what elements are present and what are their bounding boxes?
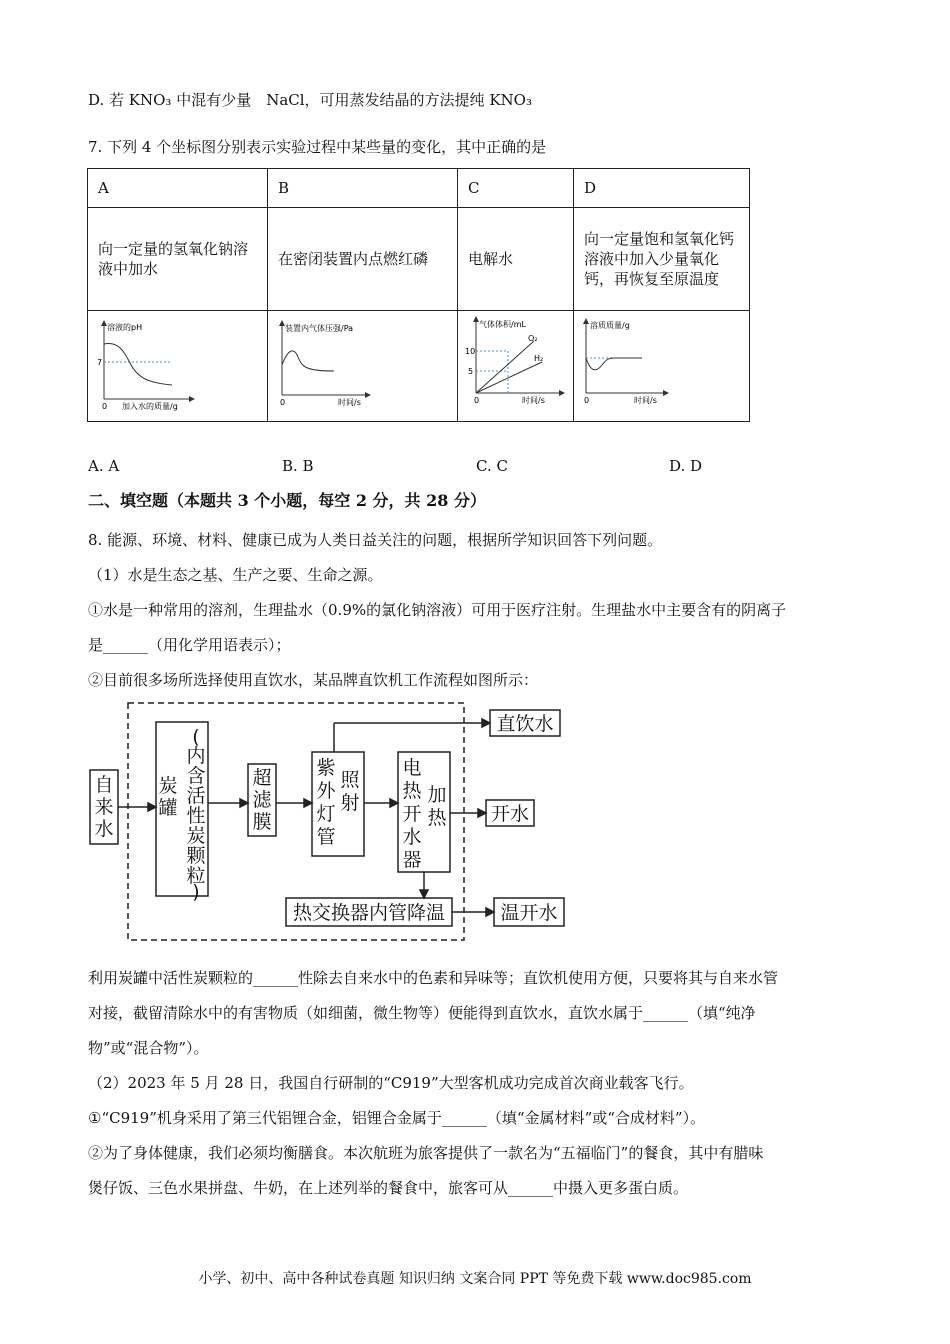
flow-uv-char: 管	[316, 826, 336, 848]
flow-uv-char: 灯	[316, 803, 336, 825]
q8-part2-a: ①“C919”机身采用了第三代铝锂合金，铝锂合金属于______（填“金属材料”或“合成材料”）。	[88, 1109, 706, 1127]
graph-c-o2-label: O₂	[528, 334, 538, 343]
flow-heat-exchanger: 热交换器内管降温	[292, 902, 446, 924]
q7-desc-b: 在密闭装置内点燃红磷	[268, 208, 458, 311]
flow-carbon-tank-char: 炭	[158, 775, 178, 797]
flow-uv-char: 射	[340, 792, 360, 814]
flow-carbon-tank-char: 罐	[158, 797, 178, 819]
q8-part1: （1）水是生态之基、生产之要、生命之源。	[88, 566, 383, 584]
q7-desc-d: 向一定量饱和氢氧化钙溶液中加入少量氧化钙，再恢复至原温度	[574, 208, 750, 311]
q7-option-a: A. A	[88, 457, 120, 475]
q7-graph-c-cell	[458, 311, 574, 422]
q8-part1-a-line2: 是______（用化学用语表示）；	[88, 636, 291, 654]
graph-c-h2-label: H₂	[534, 354, 544, 363]
graph-a-origin: 0	[102, 402, 108, 411]
q8-part1-b: ②目前很多场所选择使用直饮水，某品牌直饮机工作流程如图所示：	[88, 671, 539, 689]
graph-d-origin: 0	[584, 396, 590, 405]
flow-boiler-char: 热	[427, 807, 447, 829]
q8-part1-c-line1: 利用炭罐中活性炭颗粒的______性除去自来水中的色素和异味等；直饮机使用方便，只要将其与自来水管	[88, 969, 779, 987]
q7-desc-c: 电解水	[458, 208, 574, 311]
flow-carbon-char: )	[192, 881, 200, 903]
q7-table	[87, 168, 750, 422]
flow-tap-char: 自	[94, 774, 114, 796]
flow-carbon-char: 内	[186, 745, 206, 767]
flow-boiler-char: 水	[402, 826, 422, 848]
flow-uv-char: 照	[340, 769, 360, 791]
q7-graph-d-cell	[574, 311, 750, 422]
graph-c-tick-5: 5	[468, 367, 474, 376]
flow-boiler-char: 开	[402, 803, 422, 825]
flow-carbon-char: 活	[186, 785, 206, 807]
graph-c-ylabel: 气体体积/mL	[479, 320, 526, 329]
section-2-heading: 二、填空题（本题共 3 个小题，每空 2 分，共 28 分）	[88, 491, 486, 510]
flow-boiler-char: 加	[427, 784, 447, 806]
graph-d-xlabel: 时间/s	[634, 396, 657, 405]
q7-option-d: D. D	[669, 457, 703, 475]
q7-desc-a: 向一定量的氢氧化钠溶液中加水	[88, 208, 268, 311]
q7-graph-b	[268, 311, 456, 417]
flow-carbon-char: (	[192, 726, 200, 748]
q8-part2: （2）2023 年 5 月 28 日，我国自行研制的“C919”大型客机成功完成首次商业载客飞行。	[88, 1074, 694, 1092]
flow-carbon-char: 颗	[186, 845, 206, 867]
graph-b-ylabel: 装置内气体压强/Pa	[285, 324, 354, 333]
flow-uf-char: 膜	[252, 811, 272, 833]
q7-stem: 7. 下列 4 个坐标图分别表示实验过程中某些量的变化，其中正确的是	[88, 138, 547, 156]
graph-c-tick-10: 10	[465, 347, 476, 356]
flow-boiler-char: 电	[402, 757, 422, 779]
page-footer: 小学、初中、高中各种试卷真题 知识归纳 文案合同 PPT 等免费下载 www.doc985.com	[198, 1271, 752, 1287]
q8-part1-c-line3: 物”或“混合物”）。	[88, 1039, 209, 1057]
q7-header-b: B	[268, 169, 458, 208]
q7-graph-b-cell	[268, 311, 458, 422]
graph-b-origin: 0	[280, 398, 286, 407]
flow-uv-char: 紫	[316, 757, 336, 779]
flow-warm-water: 温开水	[500, 902, 558, 924]
flow-carbon-char: 粒	[186, 865, 206, 887]
q7-header-d: D	[574, 169, 750, 208]
q8-part2-b-line1: ②为了身体健康，我们必须均衡膳食。本次航班为旅客提供了一款名为“五福临门”的餐食，其中有腊味	[88, 1144, 764, 1162]
q6-option-d: D. 若 KNO₃ 中混有少量 NaCl，可用蒸发结晶的方法提纯 KNO₃	[88, 91, 532, 109]
flow-tap-char: 来	[94, 796, 114, 818]
q7-graph-d	[574, 311, 748, 417]
flow-carbon-char: 炭	[186, 825, 206, 847]
flow-carbon-char: 含	[186, 765, 206, 787]
q7-option-c: C. C	[476, 457, 508, 475]
flow-tap-char: 水	[94, 818, 114, 840]
q8-part1-c-line2: 对接，截留清除水中的有害物质（如细菌，微生物等）便能得到直饮水，直饮水属于______（填“纯净	[88, 1004, 756, 1022]
q8-stem: 8. 能源、环境、材料、健康已成为人类日益关注的问题，根据所学知识回答下列问题。	[88, 531, 663, 549]
flow-boiler-char: 热	[402, 780, 422, 802]
flow-boiler-char: 器	[402, 849, 422, 871]
flow-uf-char: 超	[252, 767, 272, 789]
flow-uv-char: 外	[316, 780, 336, 802]
q7-header-a: A	[88, 169, 268, 208]
graph-a-tick-7: 7	[97, 358, 103, 367]
flow-boiled-water: 开水	[490, 803, 530, 825]
q7-graph-c	[458, 311, 572, 417]
flow-direct-water: 直饮水	[496, 713, 554, 735]
water-dispenser-flowchart	[86, 700, 566, 946]
graph-d-ylabel: 溶质质量/g	[590, 321, 630, 330]
graph-a-ylabel: 溶液的pH	[107, 323, 143, 332]
q8-part2-b-line2: 煲仔饭、三色水果拼盘、牛奶，在上述列举的餐食中，旅客可从______中摄入更多蛋白质。	[88, 1179, 689, 1197]
q7-graph-a	[88, 311, 266, 417]
flow-uf-char: 滤	[252, 789, 272, 811]
q7-option-b: B. B	[282, 457, 314, 475]
q7-header-c: C	[458, 169, 574, 208]
q8-part1-a-line1: ①水是一种常用的溶剂，生理盐水（0.9%的氯化钠溶液）可用于医疗注射。生理盐水中主要含有的阴离子	[88, 601, 787, 619]
graph-a-xlabel: 加入水的质量/g	[122, 402, 178, 411]
graph-c-xlabel: 时间/s	[522, 396, 545, 405]
graph-b-xlabel: 时间/s	[338, 398, 361, 407]
q7-graph-a-cell	[88, 311, 268, 422]
graph-c-origin: 0	[474, 396, 480, 405]
flow-carbon-char: 性	[186, 805, 206, 827]
